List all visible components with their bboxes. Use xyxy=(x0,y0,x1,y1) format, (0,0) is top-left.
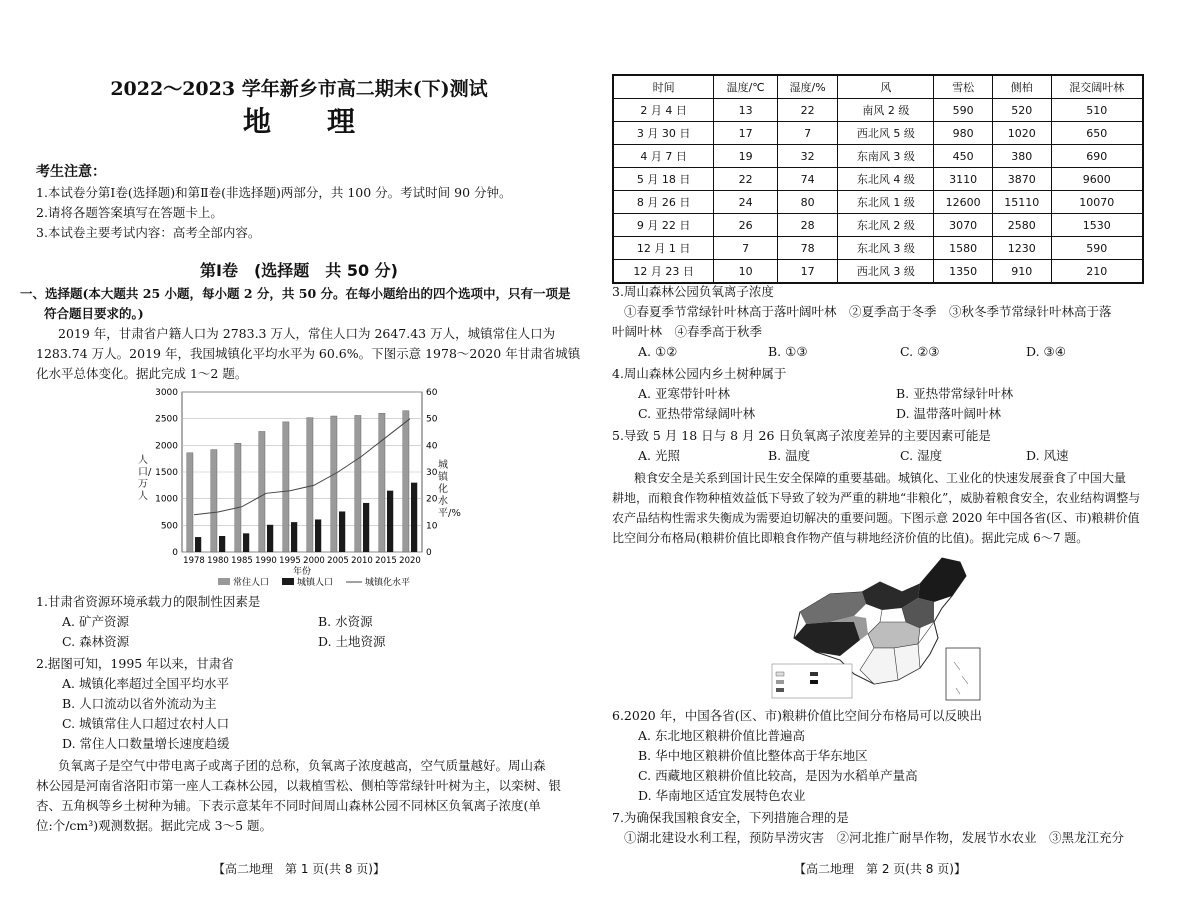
section-instruction: 符合题目要求的。) xyxy=(44,306,144,321)
x-tick-label: 1978 xyxy=(183,556,205,566)
population-urbanization-chart xyxy=(130,384,460,589)
passage-line: 耕地，而粮食作物种植效益低下导致了较为严重的耕地“非粮化”，威胁着粮食安全，农业结构调整与 xyxy=(612,491,1141,505)
table-cell: 2 月 4 日 xyxy=(613,99,714,122)
bar-urban-population xyxy=(243,533,249,552)
question-1-stem: 1.甘肃省资源环境承载力的限制性因素是 xyxy=(36,594,261,609)
x-tick-label: 2020 xyxy=(399,556,421,566)
passage-line: 位:个/cm³)观测数据。据此完成 3～5 题。 xyxy=(36,818,273,833)
table-cell: 西北风 3 级 xyxy=(838,260,934,284)
bar-resident-population xyxy=(355,415,361,552)
passage-line: 化水平总体变化。据此完成 1～2 题。 xyxy=(36,366,248,381)
table-row xyxy=(613,214,1143,237)
table-header-cell: 雪松 xyxy=(934,75,993,99)
left-page xyxy=(0,0,598,910)
q1-option-b: B. 水资源 xyxy=(318,614,373,629)
bar-urban-population xyxy=(411,483,417,552)
passage-line: 林公园是河南省洛阳市第一座人工森林公园，以栽植雪松、侧柏等常绿针叶树为主，以栾树、银 xyxy=(36,778,562,793)
table-cell: 3 月 30 日 xyxy=(613,122,714,145)
table-row xyxy=(613,99,1143,122)
table-cell: 78 xyxy=(777,237,837,260)
table-cell: 3870 xyxy=(992,168,1051,191)
table-cell: 10 xyxy=(714,260,778,284)
passage-line: 1283.74 万人。2019 年，我国城镇化平均水平为 60.6%。下图示意 1978～2020 年甘肃省城镇 xyxy=(36,346,581,361)
china-grain-value-map xyxy=(770,552,1010,702)
notice-item: 2.请将各题答案填写在答题卡上。 xyxy=(36,205,223,220)
bar-urban-population xyxy=(291,522,297,552)
table-cell: 东北风 4 级 xyxy=(838,168,934,191)
y2-tick-label: 10 xyxy=(426,521,438,532)
q3-option-c: C. ②③ xyxy=(900,344,940,359)
table-cell: 4 月 7 日 xyxy=(613,145,714,168)
q4-option-b: B. 亚热带常绿针叶林 xyxy=(896,386,1014,401)
q6-option-a: A. 东北地区粮耕价值比普遍高 xyxy=(638,728,805,743)
table-cell: 690 xyxy=(1051,145,1143,168)
table-cell: 7 xyxy=(714,237,778,260)
notice-item: 3.本试卷主要考试内容：高考全部内容。 xyxy=(36,225,261,240)
q5-option-d: D. 风速 xyxy=(1026,448,1069,463)
section-instruction: 一、选择题(本大题共 25 小题，每小题 2 分，共 50 分。在每小题给出的四个选项中，只有一项是 xyxy=(20,286,571,301)
table-cell: 28 xyxy=(777,214,837,237)
q2-option-d: D. 常住人口数量增长速度趋缓 xyxy=(62,736,230,751)
table-header-cell: 风 xyxy=(838,75,934,99)
bar-urban-population xyxy=(339,511,345,552)
table-row xyxy=(613,122,1143,145)
q5-option-c: C. 湿度 xyxy=(900,448,943,463)
bar-resident-population xyxy=(307,418,313,552)
table-cell: 东北风 1 级 xyxy=(838,191,934,214)
table-cell: 13 xyxy=(714,99,778,122)
table-cell: 980 xyxy=(934,122,993,145)
y-tick-label: 1000 xyxy=(155,494,178,505)
question-5-stem: 5.导致 5 月 18 日与 8 月 26 日负氧离子浓度差异的主要因素可能是 xyxy=(612,428,991,443)
table-row xyxy=(613,237,1143,260)
q2-option-c: C. 城镇常住人口超过农村人口 xyxy=(62,716,230,731)
table-cell: 22 xyxy=(777,99,837,122)
q3-option-b: B. ①③ xyxy=(768,344,808,359)
q3-option-d: D. ③④ xyxy=(1026,344,1066,359)
table-cell: 东北风 3 级 xyxy=(838,237,934,260)
line-urbanization-rate xyxy=(194,419,410,515)
x-tick-label: 2000 xyxy=(303,556,325,566)
y2-tick-label: 0 xyxy=(426,548,432,558)
table-cell: 1230 xyxy=(992,237,1051,260)
x-tick-label: 2005 xyxy=(327,556,349,566)
table-cell: 南风 2 级 xyxy=(838,99,934,122)
notice-title: 考生注意： xyxy=(36,164,106,180)
table-row xyxy=(613,191,1143,214)
q2-option-a: A. 城镇化率超过全国平均水平 xyxy=(62,676,229,691)
table-cell: 1020 xyxy=(992,122,1051,145)
x-tick-label: 1995 xyxy=(279,556,301,566)
question-7-stem: 7.为确保我国粮食安全，下列措施合理的是 xyxy=(612,810,849,825)
table-header-cell: 混交阔叶林 xyxy=(1051,75,1143,99)
y2-tick-label: 60 xyxy=(426,388,438,398)
x-tick-label: 1990 xyxy=(255,556,277,566)
table-cell: 32 xyxy=(777,145,837,168)
q1-option-a: A. 矿产资源 xyxy=(62,614,129,629)
table-cell: 3070 xyxy=(934,214,993,237)
q5-option-b: B. 温度 xyxy=(768,448,811,463)
table-cell: 520 xyxy=(992,99,1051,122)
x-tick-label: 2015 xyxy=(375,556,397,566)
question-4-stem: 4.周山森林公园内乡土树种属于 xyxy=(612,366,787,381)
q6-option-b: B. 华中地区粮耕价值比整体高于华东地区 xyxy=(638,748,868,763)
page-footer: 【高二地理 第 2 页(共 8 页)】 xyxy=(794,862,966,876)
q5-option-a: A. 光照 xyxy=(638,448,680,463)
table-header-cell: 侧柏 xyxy=(992,75,1051,99)
table-cell: 1530 xyxy=(1051,214,1143,237)
bar-urban-population xyxy=(195,537,201,552)
passage-line: 杏、五角枫等乡土树种为辅。下表示意某年不同时间周山森林公园不同林区负氧离子浓度(单 xyxy=(36,798,541,813)
q7-statement-line: ①湖北建设水利工程，预防旱涝灾害 ②河北推广耐旱作物，发展节水农业 ③黑龙江充分 xyxy=(624,830,1125,845)
bar-resident-population xyxy=(331,416,337,552)
notice-item: 1.本试卷分第Ⅰ卷(选择题)和第Ⅱ卷(非选择题)两部分，共 100 分。考试时间 90 分钟。 xyxy=(36,185,512,200)
table-cell: 380 xyxy=(992,145,1051,168)
table-header-cell: 温度/℃ xyxy=(714,75,778,99)
table-cell: 1580 xyxy=(934,237,993,260)
q6-option-d: D. 华南地区适宜发展特色农业 xyxy=(638,788,806,803)
table-cell: 74 xyxy=(777,168,837,191)
bar-resident-population xyxy=(379,413,385,552)
right-page xyxy=(600,0,1200,910)
q4-option-a: A. 亚寒带针叶林 xyxy=(638,386,730,401)
negative-ion-table xyxy=(612,74,1144,284)
q4-option-d: D. 温带落叶阔叶林 xyxy=(896,406,1002,421)
table-cell: 22 xyxy=(714,168,778,191)
passage-line: 粮食安全是关系到国计民生安全保障的重要基础。城镇化、工业化的快速发展蚕食了中国大量 xyxy=(634,471,1127,485)
passage-line: 2019 年，甘肃省户籍人口为 2783.3 万人，常住人口为 2647.43 万人，城镇常住人口为 xyxy=(58,326,556,341)
q3-option-a: A. ①② xyxy=(638,344,678,359)
y-tick-label: 1500 xyxy=(155,468,178,478)
legend-swatch-resident xyxy=(218,578,230,585)
bar-resident-population xyxy=(235,443,241,552)
bar-resident-population xyxy=(259,431,265,552)
y2-tick-label: 30 xyxy=(426,468,438,478)
bar-resident-population xyxy=(211,450,217,552)
table-cell: 650 xyxy=(1051,122,1143,145)
table-cell: 东北风 2 级 xyxy=(838,214,934,237)
bar-urban-population xyxy=(363,503,369,552)
table-cell: 26 xyxy=(714,214,778,237)
y-axis-label: 人口/万人 xyxy=(138,455,152,502)
bar-urban-population xyxy=(219,536,225,552)
q3-statement-line: 叶阔叶林 ④春季高于秋季 xyxy=(612,324,763,339)
bar-urban-population xyxy=(387,491,393,552)
bar-urban-population xyxy=(315,519,321,552)
question-6-stem: 6.2020 年，中国各省(区、市)粮耕价值比空间分布格局可以反映出 xyxy=(612,708,982,723)
table-cell: 2580 xyxy=(992,214,1051,237)
table-cell: 24 xyxy=(714,191,778,214)
table-cell: 510 xyxy=(1051,99,1143,122)
table-cell: 80 xyxy=(777,191,837,214)
bar-urban-population xyxy=(267,525,273,552)
table-row xyxy=(613,260,1143,284)
table-cell: 19 xyxy=(714,145,778,168)
table-row xyxy=(613,168,1143,191)
table-row xyxy=(613,145,1143,168)
passage-line: 比空间分布格局(粮耕价值比即粮食作物产值与耕地经济价值的比值)。据此完成 6～7 题。 xyxy=(612,531,1089,545)
table-cell: 910 xyxy=(992,260,1051,284)
y-tick-label: 500 xyxy=(160,521,178,532)
table-cell: 12 月 1 日 xyxy=(613,237,714,260)
y-tick-label: 0 xyxy=(172,548,178,558)
table-cell: 9600 xyxy=(1051,168,1143,191)
table-header-cell: 时间 xyxy=(613,75,714,99)
table-cell: 210 xyxy=(1051,260,1143,284)
table-cell: 12 月 23 日 xyxy=(613,260,714,284)
y2-tick-label: 40 xyxy=(426,441,438,452)
passage-line: 负氧离子是空气中带电离子或离子团的总称，负氧离子浓度越高，空气质量越好。周山森 xyxy=(58,758,546,773)
question-2-stem: 2.据图可知，1995 年以来，甘肃省 xyxy=(36,656,234,671)
q4-option-c: C. 亚热带常绿阔叶林 xyxy=(638,406,756,421)
table-cell: 5 月 18 日 xyxy=(613,168,714,191)
x-axis-label: 年份 xyxy=(292,567,312,577)
table-header-row xyxy=(613,75,1143,99)
q3-statement-line: ①春夏季节常绿针叶林高于落叶阔叶林 ②夏季高于冬季 ③秋冬季节常绿针叶林高于落 xyxy=(624,304,1112,319)
y2-axis-label: 城镇化水平/% xyxy=(438,460,461,519)
table-cell: 17 xyxy=(777,260,837,284)
table-cell: 590 xyxy=(1051,237,1143,260)
y2-tick-label: 20 xyxy=(426,494,438,505)
table-cell: 15110 xyxy=(992,191,1051,214)
question-3-stem: 3.周山森林公园负氧离子浓度 xyxy=(612,284,774,299)
table-cell: 590 xyxy=(934,99,993,122)
q1-option-d: D. 土地资源 xyxy=(318,634,386,649)
legend-urbanization-rate: 城镇化水平 xyxy=(365,578,411,588)
bar-resident-population xyxy=(283,422,289,552)
y-tick-label: 2000 xyxy=(155,441,178,452)
table-header-cell: 湿度/% xyxy=(777,75,837,99)
table-cell: 3110 xyxy=(934,168,993,191)
section-title: 第Ⅰ卷 (选择题 共 50 分) xyxy=(200,261,398,280)
legend-swatch-urban xyxy=(282,578,294,585)
table-cell: 西北风 5 级 xyxy=(838,122,934,145)
q1-option-c: C. 森林资源 xyxy=(62,634,130,649)
table-cell: 7 xyxy=(777,122,837,145)
y-tick-label: 2500 xyxy=(155,414,178,425)
table-cell: 9 月 22 日 xyxy=(613,214,714,237)
page-footer: 【高二地理 第 1 页(共 8 页)】 xyxy=(213,862,385,876)
table-cell: 450 xyxy=(934,145,993,168)
table-cell: 东南风 3 级 xyxy=(838,145,934,168)
y2-tick-label: 50 xyxy=(426,414,438,425)
passage-line: 农产品结构性需求失衡成为需要迫切解决的重要问题。下图示意 2020 年中国各省(区、市)粮耕价值 xyxy=(612,511,1140,525)
table-cell: 1350 xyxy=(934,260,993,284)
bar-resident-population xyxy=(403,411,409,552)
q6-option-c: C. 西藏地区粮耕价值比较高，是因为水稻单产量高 xyxy=(638,768,918,783)
table-cell: 12600 xyxy=(934,191,993,214)
legend-resident-population: 常住人口 xyxy=(233,578,270,588)
table-cell: 17 xyxy=(714,122,778,145)
x-tick-label: 2010 xyxy=(351,556,373,566)
table-cell: 10070 xyxy=(1051,191,1143,214)
exam-header: 2022～2023 学年新乡市高二期末(下)测试 xyxy=(110,78,488,100)
x-tick-label: 1985 xyxy=(231,556,253,566)
subject-title: 地 理 xyxy=(242,105,355,138)
bar-resident-population xyxy=(187,453,193,552)
legend-urban-population: 城镇人口 xyxy=(297,578,334,588)
q2-option-b: B. 人口流动以省外流动为主 xyxy=(62,696,217,711)
x-tick-label: 1980 xyxy=(207,556,229,566)
y-tick-label: 3000 xyxy=(155,388,178,398)
table-cell: 8 月 26 日 xyxy=(613,191,714,214)
